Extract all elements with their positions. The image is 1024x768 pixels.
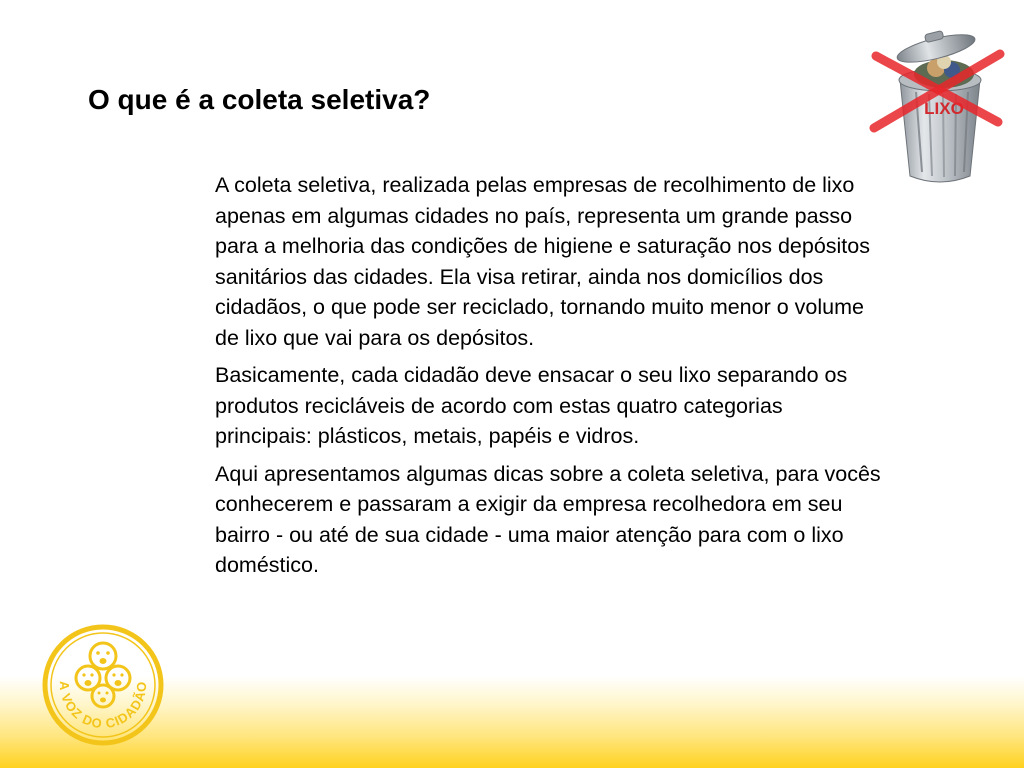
a-voz-do-cidadao-logo — [40, 622, 166, 748]
crossed-out-trash-can-icon — [866, 10, 1006, 190]
logo-text: A VOZ DO CIDADÃO — [56, 680, 150, 732]
trash-can-label: LIXO — [924, 99, 964, 118]
slide-title: O que é a coleta seletiva? — [88, 84, 431, 115]
paragraph-3: Aqui apresentamos algumas dicas sobre a coleta seletiva, para vocês conhecerem e passaram a exigir da empresa recolhedora em seu bairro - ou até de sua cidade - uma maior atenção para com o lixo doméstico. — [215, 461, 881, 577]
paragraph-2: Basicamente, cada cidadão deve ensacar o seu lixo separando os produtos recicláveis de acordo com estas quatro categorias principais: plásticos, metais, papéis e vidros. — [215, 363, 848, 448]
paragraph-1: A coleta seletiva, realizada pelas empresas de recolhimento de lixo apenas em algumas cidades no país, representa um grande passo para a melhoria das condições de higiene e saturação nos depósitos sanitários das cidades. Ela visa retirar, ainda nos domicílios dos cidadãos, o que pode ser reciclado, tornando muito menor o volume de lixo que vai para os depósitos. — [215, 173, 870, 350]
slide-body — [215, 170, 885, 588]
